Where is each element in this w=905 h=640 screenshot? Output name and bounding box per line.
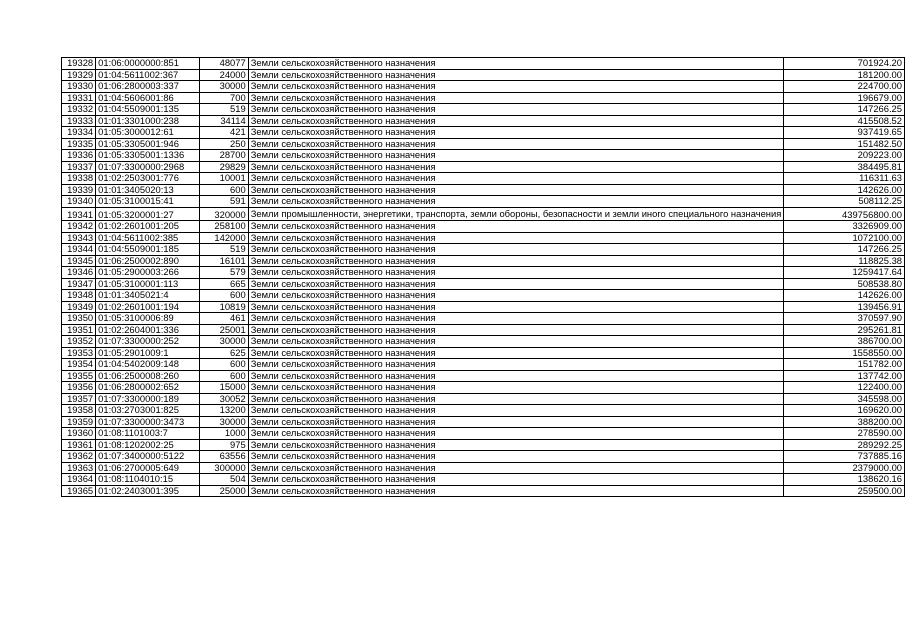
- cadastral-number: 01:06:2800003:337: [96, 81, 200, 93]
- cadastral-value: 701924.20: [784, 58, 905, 70]
- row-number: 19365: [62, 485, 96, 497]
- area-value: 63556: [200, 451, 249, 463]
- row-number: 19358: [62, 405, 96, 417]
- table-row: [62, 173, 905, 185]
- cadastral-value: 278590.00: [784, 428, 905, 440]
- table-row: [62, 69, 905, 81]
- cadastral-number: 01:07:3400000:5122: [96, 451, 200, 463]
- row-number: 19342: [62, 221, 96, 233]
- row-number: 19344: [62, 244, 96, 256]
- area-value: 421: [200, 127, 249, 139]
- cadastral-number: 01:05:3200001:27: [96, 207, 200, 221]
- row-number: 19329: [62, 69, 96, 81]
- cadastral-value: 142626.00: [784, 184, 905, 196]
- area-value: 975: [200, 439, 249, 451]
- cadastral-value: 181200.00: [784, 69, 905, 81]
- row-number: 19341: [62, 207, 96, 221]
- land-category: Земли сельскохозяйственного назначения: [248, 382, 784, 394]
- cadastral-number: 01:07:3300000:252: [96, 336, 200, 348]
- table-row: [62, 382, 905, 394]
- table-row: [62, 416, 905, 428]
- land-category: Земли сельскохозяйственного назначения: [248, 173, 784, 185]
- land-category: Земли сельскохозяйственного назначения: [248, 115, 784, 127]
- cadastral-value: 151782.00: [784, 359, 905, 371]
- area-value: 15000: [200, 382, 249, 394]
- land-category: Земли сельскохозяйственного назначения: [248, 428, 784, 440]
- cadastral-number: 01:05:3100006:89: [96, 313, 200, 325]
- table-row: [62, 267, 905, 279]
- cadastral-number: 01:05:3100015:41: [96, 196, 200, 208]
- cadastral-number: 01:05:3305001:946: [96, 138, 200, 150]
- cadastral-number: 01:04:5509001:135: [96, 104, 200, 116]
- table-row: [62, 161, 905, 173]
- area-value: 461: [200, 313, 249, 325]
- cadastral-value: 3326909.00: [784, 221, 905, 233]
- area-value: 700: [200, 92, 249, 104]
- row-number: 19346: [62, 267, 96, 279]
- row-number: 19356: [62, 382, 96, 394]
- cadastral-number: 01:07:3300000:3473: [96, 416, 200, 428]
- row-number: 19363: [62, 462, 96, 474]
- cadastral-number: 01:04:5611002:385: [96, 232, 200, 244]
- area-value: 10001: [200, 173, 249, 185]
- table-row: [62, 232, 905, 244]
- row-number: 19348: [62, 290, 96, 302]
- cadastral-value: 209223.00: [784, 150, 905, 162]
- cadastral-number: 01:03:2703001:825: [96, 405, 200, 417]
- area-value: 600: [200, 290, 249, 302]
- row-number: 19349: [62, 301, 96, 313]
- row-number: 19334: [62, 127, 96, 139]
- cadastral-number: 01:07:3300000:2968: [96, 161, 200, 173]
- cadastral-value: 138620.16: [784, 474, 905, 486]
- area-value: 142000: [200, 232, 249, 244]
- cadastral-number: 01:04:5509001:185: [96, 244, 200, 256]
- area-value: 258100: [200, 221, 249, 233]
- land-category: Земли сельскохозяйственного назначения: [248, 393, 784, 405]
- land-category: Земли сельскохозяйственного назначения: [248, 138, 784, 150]
- cadastral-value: 1259417.64: [784, 267, 905, 279]
- cadastral-number: 01:02:2601001:194: [96, 301, 200, 313]
- cadastral-value: 122400.00: [784, 382, 905, 394]
- area-value: 30000: [200, 81, 249, 93]
- row-number: 19362: [62, 451, 96, 463]
- cadastral-number: 01:04:5402009:148: [96, 359, 200, 371]
- land-category: Земли сельскохозяйственного назначения: [248, 150, 784, 162]
- area-value: 300000: [200, 462, 249, 474]
- row-number: 19337: [62, 161, 96, 173]
- table-row: [62, 92, 905, 104]
- row-number: 19360: [62, 428, 96, 440]
- row-number: 19361: [62, 439, 96, 451]
- row-number: 19350: [62, 313, 96, 325]
- area-value: 1000: [200, 428, 249, 440]
- area-value: 600: [200, 370, 249, 382]
- area-value: 519: [200, 104, 249, 116]
- land-category: Земли сельскохозяйственного назначения: [248, 244, 784, 256]
- table-row: [62, 104, 905, 116]
- cadastral-number: 01:05:2900003:266: [96, 267, 200, 279]
- cadastral-value: 147266.25: [784, 104, 905, 116]
- table-row: [62, 405, 905, 417]
- area-value: 30052: [200, 393, 249, 405]
- table-row: [62, 58, 905, 70]
- row-number: 19335: [62, 138, 96, 150]
- cadastral-number: 01:02:2601001:205: [96, 221, 200, 233]
- area-value: 10819: [200, 301, 249, 313]
- area-value: 504: [200, 474, 249, 486]
- table-row: [62, 127, 905, 139]
- cadastral-value: 118825.38: [784, 255, 905, 267]
- table-row: [62, 474, 905, 486]
- cadastral-value: 139456.91: [784, 301, 905, 313]
- table-row: [62, 485, 905, 497]
- land-category: Земли сельскохозяйственного назначения: [248, 255, 784, 267]
- cadastral-value: 224700.00: [784, 81, 905, 93]
- land-category: Земли сельскохозяйственного назначения: [248, 301, 784, 313]
- cadastral-value: 345598.00: [784, 393, 905, 405]
- row-number: 19352: [62, 336, 96, 348]
- table-row: [62, 184, 905, 196]
- registry-sheet: [61, 57, 905, 497]
- cadastral-value: 295261.81: [784, 324, 905, 336]
- table-body: [62, 58, 905, 497]
- cadastral-value: 116311.63: [784, 173, 905, 185]
- table-row: [62, 301, 905, 313]
- cadastral-number: 01:06:0000000:851: [96, 58, 200, 70]
- land-category: Земли сельскохозяйственного назначения: [248, 81, 784, 93]
- cadastral-number: 01:08:1104010:15: [96, 474, 200, 486]
- cadastral-number: 01:01:3301000:238: [96, 115, 200, 127]
- area-value: 30000: [200, 336, 249, 348]
- area-value: 600: [200, 184, 249, 196]
- cadastral-value: 384495.81: [784, 161, 905, 173]
- row-number: 19328: [62, 58, 96, 70]
- table-row: [62, 221, 905, 233]
- area-value: 665: [200, 278, 249, 290]
- cadastral-value: 196679.00: [784, 92, 905, 104]
- table-row: [62, 150, 905, 162]
- land-category: Земли сельскохозяйственного назначения: [248, 462, 784, 474]
- land-category: Земли сельскохозяйственного назначения: [248, 127, 784, 139]
- cadastral-value: 737885.16: [784, 451, 905, 463]
- row-number: 19331: [62, 92, 96, 104]
- land-category: Земли сельскохозяйственного назначения: [248, 69, 784, 81]
- cadastral-number: 01:05:3000012:61: [96, 127, 200, 139]
- cadastral-number: 01:02:2503001:776: [96, 173, 200, 185]
- row-number: 19354: [62, 359, 96, 371]
- cadastral-value: 259500.00: [784, 485, 905, 497]
- land-category: Земли сельскохозяйственного назначения: [248, 313, 784, 325]
- land-category: Земли сельскохозяйственного назначения: [248, 104, 784, 116]
- table-row: [62, 451, 905, 463]
- area-value: 48077: [200, 58, 249, 70]
- row-number: 19357: [62, 393, 96, 405]
- cadastral-value: 415508.52: [784, 115, 905, 127]
- cadastral-value: 289292.25: [784, 439, 905, 451]
- cadastral-value: 508112.25: [784, 196, 905, 208]
- table-row: [62, 347, 905, 359]
- land-category: Земли промышленности, энергетики, транспорта, земли обороны, безопасности и земли иного специального назначения: [248, 207, 784, 221]
- cadastral-value: 2379000.00: [784, 462, 905, 474]
- area-value: 591: [200, 196, 249, 208]
- table-row: [62, 115, 905, 127]
- row-number: 19353: [62, 347, 96, 359]
- land-category: Земли сельскохозяйственного назначения: [248, 232, 784, 244]
- cadastral-number: 01:04:5606001:86: [96, 92, 200, 104]
- cadastral-number: 01:01:3405020:13: [96, 184, 200, 196]
- cadastral-number: 01:05:3100001:113: [96, 278, 200, 290]
- land-category: Земли сельскохозяйственного назначения: [248, 359, 784, 371]
- land-category: Земли сельскохозяйственного назначения: [248, 267, 784, 279]
- area-value: 250: [200, 138, 249, 150]
- cadastral-value: 386700.00: [784, 336, 905, 348]
- row-number: 19339: [62, 184, 96, 196]
- cadastral-number: 01:05:2901009:1: [96, 347, 200, 359]
- area-value: 24000: [200, 69, 249, 81]
- land-category: Земли сельскохозяйственного назначения: [248, 58, 784, 70]
- cadastral-value: 147266.25: [784, 244, 905, 256]
- table-row: [62, 255, 905, 267]
- cadastral-value: 370597.90: [784, 313, 905, 325]
- cadastral-value: 151482.50: [784, 138, 905, 150]
- land-category: Земли сельскохозяйственного назначения: [248, 336, 784, 348]
- cadastral-value: 169620.00: [784, 405, 905, 417]
- row-number: 19347: [62, 278, 96, 290]
- area-value: 16101: [200, 255, 249, 267]
- area-value: 600: [200, 359, 249, 371]
- area-value: 25000: [200, 485, 249, 497]
- table-row: [62, 313, 905, 325]
- cadastral-number: 01:06:2500002:890: [96, 255, 200, 267]
- cadastral-number: 01:05:3305001:1336: [96, 150, 200, 162]
- cadastral-number: 01:06:2500008:260: [96, 370, 200, 382]
- land-category: Земли сельскохозяйственного назначения: [248, 290, 784, 302]
- land-category: Земли сельскохозяйственного назначения: [248, 221, 784, 233]
- cadastral-number: 01:07:3300000:189: [96, 393, 200, 405]
- area-value: 28700: [200, 150, 249, 162]
- cadastral-value: 439756800.00: [784, 207, 905, 221]
- cadastral-value: 1072100.00: [784, 232, 905, 244]
- row-number: 19332: [62, 104, 96, 116]
- table-row: [62, 428, 905, 440]
- table-row: [62, 439, 905, 451]
- cadastral-number: 01:08:1202002:25: [96, 439, 200, 451]
- cadastral-value: 142626.00: [784, 290, 905, 302]
- land-category: Земли сельскохозяйственного назначения: [248, 324, 784, 336]
- land-category: Земли сельскохозяйственного назначения: [248, 278, 784, 290]
- cadastral-value: 508538.80: [784, 278, 905, 290]
- area-value: 519: [200, 244, 249, 256]
- land-category: Земли сельскохозяйственного назначения: [248, 161, 784, 173]
- area-value: 13200: [200, 405, 249, 417]
- land-category: Земли сельскохозяйственного назначения: [248, 451, 784, 463]
- land-category: Земли сельскохозяйственного назначения: [248, 405, 784, 417]
- row-number: 19338: [62, 173, 96, 185]
- row-number: 19364: [62, 474, 96, 486]
- table-row: [62, 290, 905, 302]
- row-number: 19359: [62, 416, 96, 428]
- cadastral-value-table: [61, 57, 905, 497]
- row-number: 19333: [62, 115, 96, 127]
- table-row: [62, 359, 905, 371]
- cadastral-number: 01:06:2700005:649: [96, 462, 200, 474]
- table-row: [62, 278, 905, 290]
- cadastral-number: 01:01:3405021:4: [96, 290, 200, 302]
- cadastral-value: 937419.65: [784, 127, 905, 139]
- cadastral-number: 01:02:2403001:395: [96, 485, 200, 497]
- table-row: [62, 393, 905, 405]
- cadastral-number: 01:04:5611002:367: [96, 69, 200, 81]
- table-row: [62, 336, 905, 348]
- row-number: 19355: [62, 370, 96, 382]
- cadastral-value: 137742.00: [784, 370, 905, 382]
- cadastral-value: 1558550.00: [784, 347, 905, 359]
- row-number: 19343: [62, 232, 96, 244]
- land-category: Земли сельскохозяйственного назначения: [248, 92, 784, 104]
- area-value: 30000: [200, 416, 249, 428]
- land-category: Земли сельскохозяйственного назначения: [248, 474, 784, 486]
- land-category: Земли сельскохозяйственного назначения: [248, 196, 784, 208]
- table-row: [62, 138, 905, 150]
- area-value: 29829: [200, 161, 249, 173]
- table-row: [62, 244, 905, 256]
- land-category: Земли сельскохозяйственного назначения: [248, 416, 784, 428]
- land-category: Земли сельскохозяйственного назначения: [248, 347, 784, 359]
- cadastral-number: 01:06:2800002:652: [96, 382, 200, 394]
- cadastral-value: 388200.00: [784, 416, 905, 428]
- table-row: [62, 370, 905, 382]
- area-value: 579: [200, 267, 249, 279]
- area-value: 320000: [200, 207, 249, 221]
- row-number: 19336: [62, 150, 96, 162]
- table-row: [62, 324, 905, 336]
- row-number: 19340: [62, 196, 96, 208]
- area-value: 34114: [200, 115, 249, 127]
- row-number: 19330: [62, 81, 96, 93]
- table-row: [62, 207, 905, 221]
- land-category: Земли сельскохозяйственного назначения: [248, 485, 784, 497]
- table-row: [62, 81, 905, 93]
- cadastral-number: 01:02:2604001:336: [96, 324, 200, 336]
- row-number: 19345: [62, 255, 96, 267]
- land-category: Земли сельскохозяйственного назначения: [248, 439, 784, 451]
- table-row: [62, 196, 905, 208]
- land-category: Земли сельскохозяйственного назначения: [248, 370, 784, 382]
- row-number: 19351: [62, 324, 96, 336]
- cadastral-number: 01:08:1101003:7: [96, 428, 200, 440]
- area-value: 625: [200, 347, 249, 359]
- area-value: 25001: [200, 324, 249, 336]
- land-category: Земли сельскохозяйственного назначения: [248, 184, 784, 196]
- table-row: [62, 462, 905, 474]
